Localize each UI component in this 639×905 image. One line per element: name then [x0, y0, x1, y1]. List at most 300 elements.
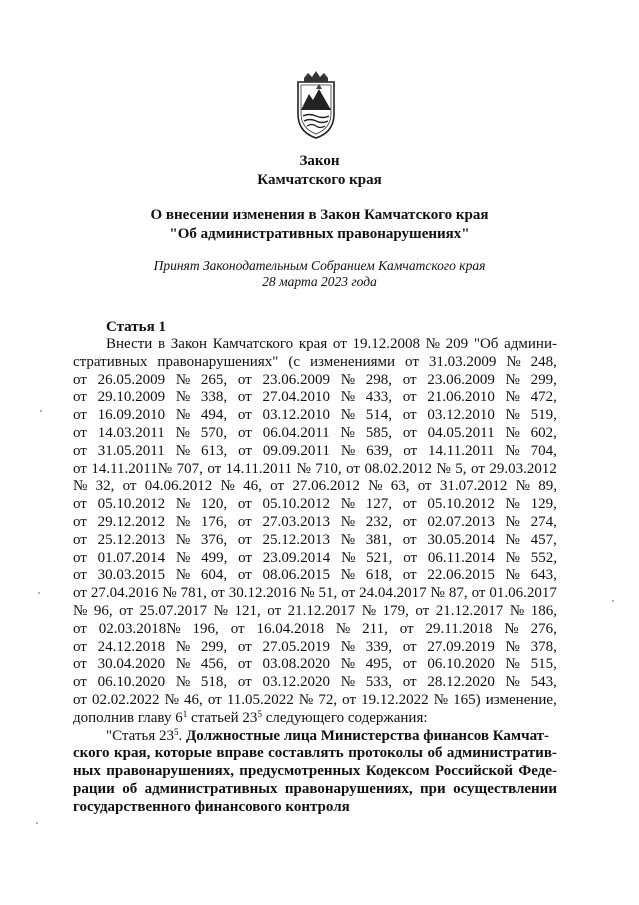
text-line	[73, 478, 557, 496]
word: от	[403, 442, 418, 459]
word: 543,	[530, 674, 557, 691]
word: 29.12.2012	[97, 513, 166, 530]
word: №	[505, 638, 520, 655]
word: №	[73, 602, 88, 619]
word: от	[405, 353, 419, 370]
word: №	[162, 585, 177, 602]
text-line	[73, 372, 557, 390]
word: от	[73, 407, 87, 424]
word: №	[505, 371, 520, 388]
word: от	[471, 585, 486, 602]
word: от	[73, 460, 87, 477]
word: в	[158, 336, 166, 352]
text-line	[73, 621, 557, 639]
word: админи-	[504, 336, 557, 352]
text-line	[73, 336, 557, 354]
word: 04.06.2012	[144, 478, 213, 495]
word: от	[403, 549, 418, 566]
word: от	[417, 478, 432, 495]
word: 25.07.2017	[139, 602, 208, 619]
word: Российской	[434, 763, 514, 780]
word: 299,	[530, 371, 557, 388]
word: 127,	[365, 496, 392, 513]
word: 24.12.2018	[97, 638, 166, 655]
word: №	[341, 549, 356, 566]
text-line	[73, 496, 557, 514]
word: №	[340, 389, 355, 406]
word: от	[270, 478, 285, 495]
word: 29.11.2018	[425, 620, 493, 637]
word: №	[73, 478, 88, 495]
word: №	[430, 585, 445, 602]
word: 08.06.2015	[262, 567, 330, 584]
scan-speck	[40, 410, 42, 412]
word: №	[505, 674, 520, 691]
word: 514,	[365, 407, 392, 424]
word: от	[73, 620, 87, 637]
word: №	[361, 602, 377, 619]
text-line	[73, 781, 557, 799]
word: от	[237, 424, 252, 441]
word: 781,	[180, 585, 207, 602]
word: №	[175, 656, 191, 673]
word: 72,	[318, 691, 338, 708]
text-line	[73, 550, 557, 568]
text-line	[73, 639, 557, 657]
word: изменениями	[309, 353, 396, 370]
word: от	[73, 549, 87, 566]
word: правонарушениях"	[157, 353, 279, 370]
word: №	[340, 442, 356, 459]
word: 03.12.2010	[262, 407, 330, 424]
word: от	[402, 371, 417, 388]
word: 06.11.2014	[427, 549, 495, 566]
word: 179,	[382, 602, 409, 619]
word: 209	[445, 336, 469, 352]
word: от	[237, 513, 252, 530]
word: от	[399, 620, 414, 637]
word: 457,	[530, 531, 557, 548]
word: 265,	[200, 371, 228, 388]
word: 02.02.2022	[91, 691, 160, 708]
word: 16.04.2018	[256, 620, 324, 637]
word: №	[340, 496, 355, 513]
word: №	[340, 371, 355, 388]
word: от	[402, 513, 417, 530]
word: 186,	[530, 602, 557, 619]
quote-bold-last: государственного финансового контроля	[73, 798, 350, 815]
word: 618,	[365, 567, 392, 584]
word: №	[175, 549, 191, 566]
word: 31.05.2011	[97, 442, 165, 459]
word: 30.04.2020	[97, 656, 166, 673]
word: 30.05.2014	[427, 531, 495, 548]
word: 456,	[200, 656, 228, 673]
word: 22.06.2015	[427, 567, 495, 584]
quote-superscript: 5	[173, 726, 179, 737]
word: №	[505, 567, 520, 584]
word: от	[230, 620, 245, 637]
word: №	[505, 496, 520, 513]
word: от	[402, 407, 417, 424]
word: 25.12.2013	[262, 531, 330, 548]
word: от	[73, 389, 87, 406]
word: от	[73, 531, 87, 548]
word: от	[341, 585, 356, 602]
word: 24.04.2017	[359, 585, 427, 602]
article-heading: Статья 1	[106, 319, 166, 335]
word: 09.09.2011	[262, 442, 330, 459]
word: 02.03.2018№	[98, 620, 181, 637]
word: 176,	[200, 513, 228, 530]
word: 121,	[234, 602, 261, 619]
word: 30.12.2016	[228, 585, 297, 602]
text-line	[73, 710, 557, 728]
word: 03.12.2020	[262, 674, 330, 691]
word: 27.05.2019	[262, 638, 330, 655]
word: 31.03.2009	[428, 353, 497, 370]
text-line	[73, 425, 557, 443]
word: 27.04.2010	[262, 389, 330, 406]
word: 27.09.2019	[427, 638, 495, 655]
word: от	[73, 567, 87, 584]
word: 04.05.2011	[427, 424, 495, 441]
word: при	[420, 780, 446, 797]
word: №	[505, 549, 520, 566]
word: 03.08.2020	[262, 656, 330, 673]
word: 298,	[365, 371, 392, 388]
word: №	[175, 442, 190, 459]
word: 299,	[200, 638, 228, 655]
word: 21.12.2017	[435, 602, 504, 619]
word: от	[267, 602, 282, 619]
word: 533,	[365, 674, 392, 691]
text-line	[73, 585, 557, 603]
word: 494,	[200, 407, 228, 424]
word: 32,	[95, 478, 115, 495]
word: 27.03.2013	[262, 513, 330, 530]
word: №	[340, 513, 355, 530]
word: 26.05.2009	[97, 371, 166, 388]
word: 604,	[200, 567, 228, 584]
text-line	[73, 674, 557, 692]
word: 21.12.2017	[287, 602, 356, 619]
word: рации	[73, 780, 115, 797]
text-line	[73, 514, 557, 532]
word: 02.07.2013	[427, 513, 495, 530]
word: 27.06.2012	[292, 478, 360, 495]
word: №	[340, 424, 355, 441]
text-line	[73, 692, 557, 710]
word: 89,	[538, 478, 557, 495]
word: 165)	[453, 691, 481, 708]
word: Внести	[106, 336, 153, 352]
word: 338,	[200, 389, 228, 406]
word: 21.06.2010	[427, 389, 495, 406]
word: "Об	[473, 336, 499, 352]
adopted-line2: 28 марта 2023 года	[262, 274, 377, 289]
word: №	[175, 496, 191, 513]
word: от	[237, 567, 252, 584]
word: 710,	[315, 460, 342, 477]
closing-phrase	[73, 710, 428, 728]
article-body	[73, 336, 557, 817]
word: 518,	[200, 674, 228, 691]
word: 01.07.2014	[97, 549, 166, 566]
word: 433,	[365, 389, 392, 406]
word: от	[415, 602, 430, 619]
word: 19.12.2008	[352, 336, 420, 352]
text-line	[73, 461, 557, 479]
word: 31.07.2012	[439, 478, 508, 495]
word: от	[402, 389, 417, 406]
word: от	[73, 424, 87, 441]
word: 602,	[530, 424, 557, 441]
word: от	[237, 496, 252, 513]
word: от	[332, 336, 347, 352]
word: 613,	[200, 442, 228, 459]
word: от	[119, 602, 134, 619]
word: №	[505, 389, 520, 406]
quoted-article-opening	[106, 728, 549, 746]
text-line	[73, 354, 557, 372]
word: 87,	[448, 585, 468, 602]
text-line	[73, 407, 557, 425]
word: от	[207, 460, 222, 477]
word: 519,	[530, 407, 557, 424]
word: 63,	[390, 478, 410, 495]
word: от	[402, 424, 417, 441]
word: 376,	[200, 531, 228, 548]
word: правонарушениях,	[284, 780, 413, 797]
word: от	[237, 407, 252, 424]
word: стративных	[73, 353, 148, 370]
word: №	[340, 674, 355, 691]
law-title-line2: Камчатского края	[257, 172, 382, 188]
word: №	[505, 656, 520, 673]
word: 29.03.2012	[489, 460, 557, 477]
word: №	[213, 602, 228, 619]
word: №	[175, 513, 191, 530]
word: №	[300, 585, 315, 602]
word: от	[237, 389, 252, 406]
word: №	[175, 407, 191, 424]
word: осуществлении	[453, 780, 557, 797]
word: от	[122, 478, 137, 495]
word: 16.09.2010	[97, 407, 166, 424]
scan-speck	[38, 592, 40, 594]
word: от	[402, 567, 417, 584]
word: 05.10.2012	[97, 496, 166, 513]
word: №	[340, 656, 355, 673]
law-subject	[0, 206, 639, 244]
word: №	[340, 638, 355, 655]
word: 96,	[93, 602, 113, 619]
word: предусмотренных	[239, 763, 361, 780]
word: №	[433, 691, 449, 708]
word: №	[175, 567, 191, 584]
word: 23.06.2009	[262, 371, 330, 388]
word: об	[122, 780, 138, 797]
word: 14.11.2011	[225, 460, 293, 477]
word: №	[164, 691, 179, 708]
word: от	[237, 371, 252, 388]
law-title-line1: Закон	[299, 153, 340, 169]
word: от	[402, 674, 417, 691]
word: №	[175, 531, 191, 548]
word: от	[402, 638, 417, 655]
word: 28.12.2020	[427, 674, 495, 691]
text-line	[73, 603, 557, 621]
kamchatka-coat-of-arms	[292, 70, 340, 140]
word: от	[73, 496, 87, 513]
word: составлять	[268, 745, 344, 762]
word: административных	[144, 780, 278, 797]
word: 585,	[365, 424, 392, 441]
word: от	[237, 674, 252, 691]
word: от	[346, 460, 360, 477]
text-line	[73, 656, 557, 674]
word: от	[73, 513, 87, 530]
word: (с	[288, 353, 300, 370]
word: от	[73, 638, 87, 655]
word: административ-	[446, 745, 557, 762]
word: которые	[154, 745, 212, 762]
word: 14.11.2011№	[91, 460, 173, 477]
word: 274,	[530, 513, 557, 530]
word: от	[238, 442, 252, 459]
word: №	[340, 531, 355, 548]
word: №	[505, 407, 520, 424]
word: №	[505, 531, 520, 548]
word: 05.10.2012	[427, 496, 495, 513]
closing-mid: статьей 23	[187, 709, 258, 726]
word: 643,	[530, 567, 557, 584]
quote-opening-tail: .	[178, 727, 186, 744]
word: 211,	[362, 620, 388, 637]
word: от	[402, 656, 417, 673]
text-line	[73, 763, 557, 781]
text-line	[73, 532, 557, 550]
word: 46,	[184, 691, 203, 708]
word: №	[175, 674, 191, 691]
word: протоколы	[348, 745, 424, 762]
adoption-note	[0, 258, 639, 290]
word: изменение,	[485, 691, 557, 708]
word: №	[296, 460, 311, 477]
word: №	[175, 371, 191, 388]
word: от	[471, 460, 485, 477]
word: №	[335, 620, 351, 637]
word: Закон	[170, 336, 208, 352]
word: от	[237, 531, 252, 548]
word: 19.12.2022	[361, 691, 429, 708]
word: №	[505, 442, 520, 459]
word: Феде-	[518, 763, 557, 780]
article-superscript: 5	[257, 708, 262, 719]
word: №	[175, 638, 191, 655]
word: 381,	[365, 531, 392, 548]
word: №	[436, 460, 451, 477]
word: №	[340, 407, 355, 424]
word: №	[175, 424, 190, 441]
word: 707,	[176, 460, 203, 477]
text-line	[73, 745, 557, 763]
word: 27.04.2016	[90, 585, 159, 602]
word: №	[425, 336, 440, 352]
text-line	[73, 799, 557, 817]
word: 05.10.2012	[262, 496, 330, 513]
word: 378,	[530, 638, 557, 655]
word: №	[506, 353, 521, 370]
word: 248,	[530, 353, 557, 370]
closing-post: следующего содержания:	[261, 709, 428, 726]
word: края,	[113, 745, 151, 762]
word: №	[515, 478, 530, 495]
text-line	[73, 443, 557, 461]
adopted-line1: Принят Законодательным Собранием Камчатского края	[153, 258, 486, 273]
word: 339,	[365, 638, 392, 655]
word: 06.04.2011	[262, 424, 330, 441]
word: от	[237, 656, 252, 673]
word: 196,	[192, 620, 219, 637]
word: правонарушениях,	[106, 763, 234, 780]
law-title	[0, 152, 639, 190]
word: 01.06.2017	[489, 585, 557, 602]
word: 46,	[243, 478, 262, 495]
word: от	[342, 691, 357, 708]
word: 23.09.2014	[262, 549, 331, 566]
text-line	[73, 567, 557, 585]
word: от	[73, 674, 87, 691]
word: №	[368, 478, 383, 495]
word: №	[505, 513, 520, 530]
word: от	[207, 691, 222, 708]
word: 06.10.2020	[427, 656, 495, 673]
word: 14.11.2011	[428, 442, 495, 459]
word: 129,	[530, 496, 557, 513]
word: №	[505, 424, 520, 441]
word: 704,	[530, 442, 557, 459]
word: от	[73, 371, 87, 388]
word: ского	[73, 745, 110, 762]
word: 570,	[200, 424, 228, 441]
word: №	[509, 602, 525, 619]
text-line	[73, 389, 557, 407]
word: от	[73, 442, 87, 459]
word: 25.12.2013	[97, 531, 166, 548]
word: ных	[73, 763, 101, 780]
word: 515,	[530, 656, 557, 673]
subject-line1: О внесении изменения в Закон Камчатского края	[150, 207, 489, 223]
quote-opening: "Статья 23	[106, 727, 174, 744]
quote-bold-title: Должностные лица Министерства финансов Камчат-	[185, 727, 550, 744]
word: 5,	[455, 460, 467, 477]
word: 639,	[366, 442, 393, 459]
subject-line2: "Об административных правонарушениях"	[169, 226, 470, 242]
word: 552,	[530, 549, 557, 566]
scan-speck	[612, 600, 614, 602]
word: 30.03.2015	[97, 567, 166, 584]
word: от	[402, 496, 417, 513]
word: Камчатского	[212, 336, 294, 352]
word: от	[402, 531, 417, 548]
word: 23.06.2009	[427, 371, 495, 388]
word: 521,	[366, 549, 393, 566]
word: от	[237, 638, 252, 655]
word: 51,	[318, 585, 338, 602]
scan-speck	[36, 822, 38, 824]
